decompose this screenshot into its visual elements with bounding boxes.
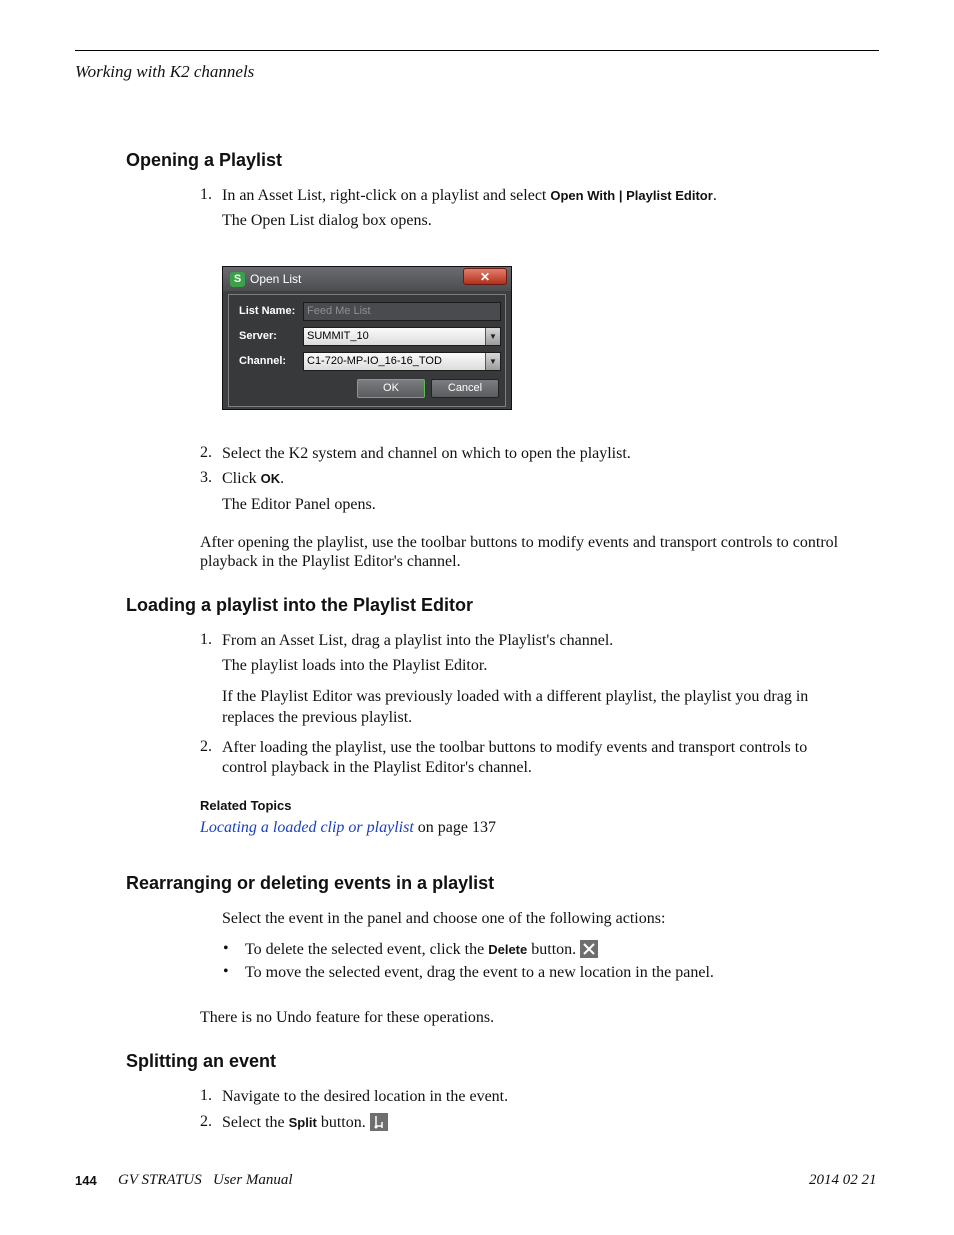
publication-date: 2014 02 21 (809, 1172, 877, 1188)
chevron-down-icon[interactable]: ▼ (485, 353, 500, 370)
section-title-loading-playlist: Loading a playlist into the Playlist Editor (126, 595, 474, 615)
server-label: Server: (239, 330, 277, 342)
note-text: There is no Undo feature for these operations. (200, 1009, 495, 1026)
channel-label: Channel: (239, 355, 287, 367)
bullet: • (223, 940, 229, 957)
channel-value: C1-720-MP-IO_16-16_TOD (307, 355, 442, 367)
step-text: Click OK. (222, 470, 285, 487)
related-topics-heading: Related Topics (200, 798, 292, 813)
ui-command: Split (288, 1115, 317, 1130)
step-number: 1. (200, 186, 212, 203)
related-topic: Locating a loaded clip or playlist on page 137 (200, 819, 496, 836)
step-text: From an Asset List, drag a playlist into the Playlist's channel. (222, 632, 614, 649)
step-number: 2. (200, 444, 212, 461)
step-result: The Editor Panel opens. (222, 496, 376, 513)
paragraph-line: playback in the Playlist Editor's channel. (200, 553, 461, 570)
ui-command: OK (260, 471, 281, 486)
step-number: 3. (200, 469, 212, 486)
step-number: 2. (200, 1113, 212, 1130)
dialog-title: Open List (250, 272, 302, 286)
bullet-text: To delete the selected event, click the Delete button. (245, 940, 598, 960)
bullet: • (223, 963, 229, 980)
header-rule (75, 50, 879, 51)
ui-command: Open With | Playlist Editor (550, 188, 713, 203)
list-name-field[interactable]: Feed Me List (303, 302, 501, 321)
server-value: SUMMIT_10 (307, 330, 369, 342)
server-select[interactable] (303, 327, 501, 346)
step-text-line: control playback in the Playlist Editor's channel. (222, 759, 532, 776)
section-title-splitting-event: Splitting an event (126, 1051, 277, 1071)
step-text-line: After loading the playlist, use the toolbar buttons to modify events and transport controls to (222, 739, 808, 756)
section-title-rearranging-events: Rearranging or deleting events in a playlist (126, 873, 495, 893)
stratus-logo-icon: S (230, 272, 245, 287)
step-result: The Open List dialog box opens. (222, 212, 432, 229)
ok-button[interactable]: OK (357, 379, 425, 398)
related-topic-link[interactable]: Locating a loaded clip or playlist (200, 819, 414, 836)
step-note-line: replaces the previous playlist. (222, 709, 413, 726)
open-list-dialog (222, 266, 512, 410)
step-text: In an Asset List, right-click on a playlist and select Open With | Playlist Editor. (222, 187, 717, 204)
chevron-down-icon[interactable]: ▼ (485, 328, 500, 345)
page-number: 144 (75, 1173, 97, 1188)
running-title: Working with K2 channels (75, 62, 255, 81)
step-text: Navigate to the desired location in the event. (222, 1088, 509, 1105)
step-text: Select the K2 system and channel on which to open the playlist. (222, 445, 631, 462)
bullet-text: To move the selected event, drag the event to a new location in the panel. (245, 964, 714, 981)
split-icon (370, 1113, 388, 1131)
paragraph-line: After opening the playlist, use the toolbar buttons to modify events and transport controls to control (200, 534, 839, 551)
step-number: 1. (200, 631, 212, 648)
step-number: 1. (200, 1087, 212, 1104)
cancel-button[interactable]: Cancel (431, 379, 499, 398)
dialog-titlebar (223, 267, 511, 291)
section-title-opening-playlist: Opening a Playlist (126, 150, 283, 170)
close-button[interactable]: ✕ (463, 268, 507, 285)
ui-command: Delete (488, 942, 528, 957)
list-name-label: List Name: (239, 305, 296, 317)
section-intro: Select the event in the panel and choose one of the following actions: (222, 910, 666, 927)
close-icon (580, 940, 598, 958)
step-number: 2. (200, 738, 212, 755)
manual-title: GV STRATUS User Manual (118, 1172, 293, 1188)
dialog-body (228, 294, 506, 407)
step-text: Select the Split button. (222, 1113, 388, 1133)
step-note-line: If the Playlist Editor was previously loaded with a different playlist, the playlist you drag in (222, 688, 809, 705)
channel-select[interactable] (303, 352, 501, 371)
step-result: The playlist loads into the Playlist Editor. (222, 657, 488, 674)
